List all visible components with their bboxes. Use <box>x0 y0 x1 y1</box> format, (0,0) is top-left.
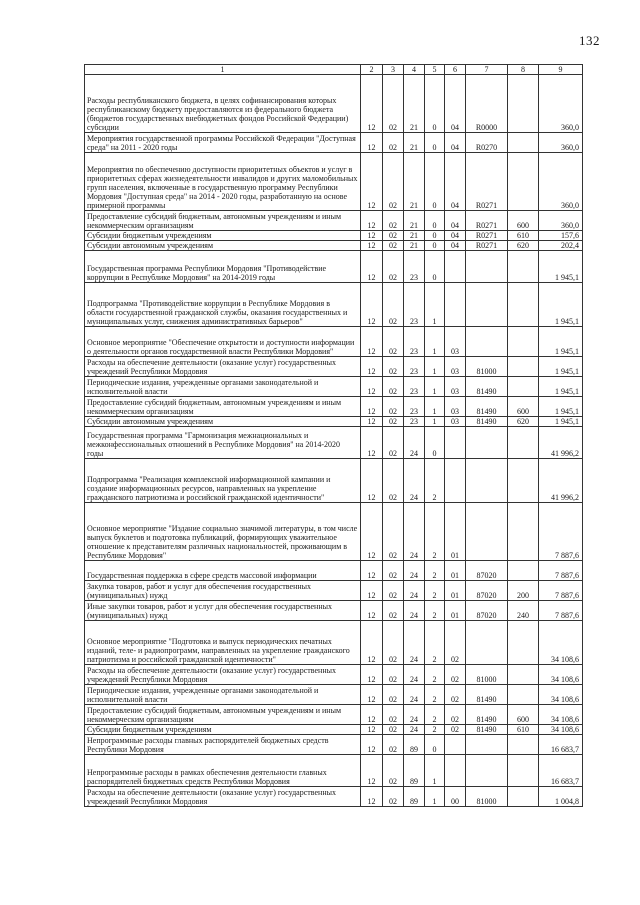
row-program: 89 <box>404 735 425 755</box>
row-amount: 34 108,6 <box>539 665 583 685</box>
table-row <box>85 427 583 459</box>
row-event <box>445 755 466 787</box>
row-event: 01 <box>445 561 466 581</box>
row-program: 24 <box>404 503 425 561</box>
row-section: 12 <box>361 705 383 725</box>
row-target-code: 81490 <box>466 705 508 725</box>
row-subsection: 02 <box>383 241 404 251</box>
row-subprogram: 0 <box>425 133 445 153</box>
row-program: 24 <box>404 705 425 725</box>
row-name: Субсидии бюджетным учреждениям <box>85 231 361 241</box>
table-row <box>85 327 583 357</box>
row-target-code <box>466 427 508 459</box>
row-section: 12 <box>361 581 383 601</box>
row-target-code: R0270 <box>466 133 508 153</box>
row-target-code: 87020 <box>466 601 508 621</box>
row-target-code: R0271 <box>466 211 508 231</box>
row-amount: 34 108,6 <box>539 685 583 705</box>
row-event: 04 <box>445 211 466 231</box>
row-amount: 360,0 <box>539 153 583 211</box>
row-target-code <box>466 503 508 561</box>
row-subsection: 02 <box>383 251 404 283</box>
row-target-code <box>466 621 508 665</box>
row-expense-type <box>508 755 539 787</box>
row-section: 12 <box>361 561 383 581</box>
row-subsection: 02 <box>383 503 404 561</box>
row-target-code: R0271 <box>466 231 508 241</box>
row-program: 21 <box>404 231 425 241</box>
row-event: 00 <box>445 787 466 807</box>
table-row <box>85 685 583 705</box>
row-program: 21 <box>404 133 425 153</box>
row-target-code: 81000 <box>466 787 508 807</box>
row-name: Мероприятия государственной программы Российской Федерации "Доступная среда" на 2011 - 2020 годы <box>85 133 361 153</box>
page-number: 132 <box>579 33 600 48</box>
table-row <box>85 133 583 153</box>
row-target-code: 81490 <box>466 417 508 427</box>
row-amount: 41 996,2 <box>539 459 583 503</box>
row-expense-type <box>508 427 539 459</box>
row-event: 04 <box>445 133 466 153</box>
table-row <box>85 417 583 427</box>
row-program: 24 <box>404 581 425 601</box>
row-subprogram: 1 <box>425 377 445 397</box>
row-program: 89 <box>404 755 425 787</box>
row-subsection: 02 <box>383 417 404 427</box>
row-name: Субсидии автономным учреждениям <box>85 417 361 427</box>
col-header: 6 <box>445 65 466 75</box>
row-section: 12 <box>361 725 383 735</box>
row-amount: 34 108,6 <box>539 621 583 665</box>
row-event: 03 <box>445 377 466 397</box>
row-section: 12 <box>361 787 383 807</box>
row-amount: 7 887,6 <box>539 581 583 601</box>
row-section: 12 <box>361 283 383 327</box>
row-subsection: 02 <box>383 735 404 755</box>
row-amount: 1 945,1 <box>539 377 583 397</box>
row-expense-type <box>508 357 539 377</box>
row-name: Подпрограмма "Противодействие коррупции в Республике Мордовия в области государственной гражданской службы, оказания государственных и муниципальных услуг, снижения административных барьеров" <box>85 283 361 327</box>
col-header: 3 <box>383 65 404 75</box>
row-program: 24 <box>404 561 425 581</box>
row-target-code <box>466 755 508 787</box>
table-row <box>85 153 583 211</box>
row-subsection: 02 <box>383 377 404 397</box>
row-subprogram: 0 <box>425 735 445 755</box>
row-subprogram: 1 <box>425 283 445 327</box>
row-amount: 34 108,6 <box>539 725 583 735</box>
row-amount: 360,0 <box>539 211 583 231</box>
row-event: 02 <box>445 665 466 685</box>
table-row <box>85 665 583 685</box>
row-subsection: 02 <box>383 459 404 503</box>
row-amount: 7 887,6 <box>539 503 583 561</box>
row-subprogram: 1 <box>425 357 445 377</box>
row-section: 12 <box>361 327 383 357</box>
row-name: Подпрограмма "Реализация комплексной информационной кампании и создание информационных ресурсов, направленных на укрепление гражданского патриотизма и российской гражданской идентичности" <box>85 459 361 503</box>
row-expense-type: 610 <box>508 725 539 735</box>
row-subsection: 02 <box>383 705 404 725</box>
row-expense-type <box>508 621 539 665</box>
table-header-row <box>85 65 583 75</box>
row-target-code: 81000 <box>466 665 508 685</box>
row-program: 21 <box>404 153 425 211</box>
row-subsection: 02 <box>383 397 404 417</box>
row-target-code <box>466 735 508 755</box>
row-amount: 1 945,1 <box>539 251 583 283</box>
table-row <box>85 377 583 397</box>
col-header: 1 <box>85 65 361 75</box>
row-subprogram: 2 <box>425 503 445 561</box>
table-row <box>85 725 583 735</box>
row-expense-type: 600 <box>508 705 539 725</box>
row-subsection: 02 <box>383 621 404 665</box>
row-target-code: 81490 <box>466 685 508 705</box>
row-subprogram: 2 <box>425 665 445 685</box>
row-event: 04 <box>445 153 466 211</box>
row-expense-type <box>508 75 539 133</box>
row-event: 04 <box>445 241 466 251</box>
row-event <box>445 735 466 755</box>
row-target-code: R0271 <box>466 153 508 211</box>
row-program: 21 <box>404 75 425 133</box>
row-name: Расходы республиканского бюджета, в целях софинансирования которых республиканскому бюджету предоставляются из федерального бюджета (бюджетов государственных внебюджетных фондов Российской Федерации) субсидии <box>85 75 361 133</box>
row-program: 23 <box>404 377 425 397</box>
row-subprogram: 0 <box>425 211 445 231</box>
row-event <box>445 283 466 327</box>
row-amount: 157,6 <box>539 231 583 241</box>
row-name: Основное мероприятие "Подготовка и выпуск периодических печатных изданий, теле- и радиопрограмм, направленных на укрепление гражданского патриотизма и российской гражданской идентичности" <box>85 621 361 665</box>
row-program: 24 <box>404 665 425 685</box>
row-event <box>445 251 466 283</box>
row-event: 02 <box>445 621 466 665</box>
row-amount: 16 683,7 <box>539 735 583 755</box>
row-section: 12 <box>361 685 383 705</box>
row-event: 03 <box>445 397 466 417</box>
table-row <box>85 621 583 665</box>
table-row <box>85 459 583 503</box>
row-target-code: 81490 <box>466 377 508 397</box>
row-amount: 360,0 <box>539 75 583 133</box>
table-row <box>85 397 583 417</box>
row-subsection: 02 <box>383 787 404 807</box>
row-subsection: 02 <box>383 357 404 377</box>
row-name: Закупка товаров, работ и услуг для обеспечения государственных (муниципальных) нужд <box>85 581 361 601</box>
row-subsection: 02 <box>383 75 404 133</box>
row-program: 21 <box>404 241 425 251</box>
row-subsection: 02 <box>383 231 404 241</box>
row-subsection: 02 <box>383 327 404 357</box>
row-program: 24 <box>404 427 425 459</box>
row-amount: 1 945,1 <box>539 327 583 357</box>
row-expense-type <box>508 561 539 581</box>
budget-table <box>84 64 583 807</box>
row-subprogram: 2 <box>425 621 445 665</box>
row-program: 24 <box>404 601 425 621</box>
row-amount: 41 996,2 <box>539 427 583 459</box>
row-target-code <box>466 459 508 503</box>
row-event: 02 <box>445 685 466 705</box>
row-subprogram: 0 <box>425 231 445 241</box>
row-event: 03 <box>445 327 466 357</box>
table-row <box>85 735 583 755</box>
row-name: Субсидии бюджетным учреждениям <box>85 725 361 735</box>
row-section: 12 <box>361 251 383 283</box>
row-subprogram: 0 <box>425 75 445 133</box>
row-amount: 34 108,6 <box>539 705 583 725</box>
table-row <box>85 787 583 807</box>
table-row <box>85 705 583 725</box>
row-amount: 1 945,1 <box>539 283 583 327</box>
row-subprogram: 0 <box>425 427 445 459</box>
table-row <box>85 283 583 327</box>
table-body <box>85 75 583 807</box>
row-name: Расходы на обеспечение деятельности (оказание услуг) государственных учреждений Республики Мордовия <box>85 665 361 685</box>
row-subsection: 02 <box>383 601 404 621</box>
row-expense-type: 200 <box>508 581 539 601</box>
row-name: Расходы на обеспечение деятельности (оказание услуг) государственных учреждений Республики Мордовия <box>85 357 361 377</box>
row-name: Мероприятия по обеспечению доступности приоритетных объектов и услуг в приоритетных сферах жизнедеятельности инвалидов и других маломобильных групп населения, включенные в государственную программу Республики Мордовия "Доступная среда" на 2014 - 2020 годы, разработанную на основе примерной программы <box>85 153 361 211</box>
row-name: Расходы на обеспечение деятельности (оказание услуг) государственных учреждений Республики Мордовия <box>85 787 361 807</box>
row-name: Государственная поддержка в сфере средств массовой информации <box>85 561 361 581</box>
table-row <box>85 561 583 581</box>
row-name: Государственная программа "Гармонизация межнациональных и межконфессиональных отношений в Республике Мордовия" на 2014-2020 годы <box>85 427 361 459</box>
row-section: 12 <box>361 231 383 241</box>
table-row <box>85 241 583 251</box>
row-subprogram: 1 <box>425 417 445 427</box>
row-name: Предоставление субсидий бюджетным, автономным учреждениям и иным некоммерческим организациям <box>85 397 361 417</box>
row-section: 12 <box>361 735 383 755</box>
col-header: 8 <box>508 65 539 75</box>
row-program: 23 <box>404 357 425 377</box>
row-amount: 1 945,1 <box>539 357 583 377</box>
row-expense-type <box>508 133 539 153</box>
row-amount: 1 004,8 <box>539 787 583 807</box>
row-amount: 202,4 <box>539 241 583 251</box>
row-subprogram: 0 <box>425 153 445 211</box>
row-section: 12 <box>361 601 383 621</box>
row-target-code <box>466 283 508 327</box>
row-subsection: 02 <box>383 153 404 211</box>
row-expense-type <box>508 665 539 685</box>
row-expense-type <box>508 251 539 283</box>
row-expense-type: 620 <box>508 417 539 427</box>
row-subsection: 02 <box>383 725 404 735</box>
row-section: 12 <box>361 427 383 459</box>
row-event: 03 <box>445 417 466 427</box>
row-expense-type: 240 <box>508 601 539 621</box>
row-program: 89 <box>404 787 425 807</box>
row-target-code <box>466 327 508 357</box>
row-section: 12 <box>361 133 383 153</box>
row-name: Иные закупки товаров, работ и услуг для обеспечения государственных (муниципальных) нужд <box>85 601 361 621</box>
row-subprogram: 2 <box>425 705 445 725</box>
row-amount: 7 887,6 <box>539 561 583 581</box>
row-section: 12 <box>361 75 383 133</box>
row-event: 04 <box>445 75 466 133</box>
row-subprogram: 0 <box>425 241 445 251</box>
row-program: 24 <box>404 459 425 503</box>
row-subprogram: 0 <box>425 251 445 283</box>
row-subsection: 02 <box>383 211 404 231</box>
row-event: 01 <box>445 503 466 561</box>
row-section: 12 <box>361 241 383 251</box>
row-expense-type <box>508 377 539 397</box>
row-program: 24 <box>404 685 425 705</box>
col-header: 4 <box>404 65 425 75</box>
row-event: 01 <box>445 581 466 601</box>
row-amount: 1 945,1 <box>539 417 583 427</box>
table-row <box>85 231 583 241</box>
col-header: 9 <box>539 65 583 75</box>
row-amount: 16 683,7 <box>539 755 583 787</box>
row-name: Государственная программа Республики Мордовия "Противодействие коррупции в Республике Мордовия" на 2014-2019 годы <box>85 251 361 283</box>
row-subprogram: 2 <box>425 459 445 503</box>
row-section: 12 <box>361 417 383 427</box>
row-expense-type <box>508 685 539 705</box>
row-amount: 1 945,1 <box>539 397 583 417</box>
row-subprogram: 2 <box>425 581 445 601</box>
row-program: 23 <box>404 283 425 327</box>
row-target-code: 81490 <box>466 397 508 417</box>
row-event: 01 <box>445 601 466 621</box>
row-expense-type <box>508 503 539 561</box>
row-subsection: 02 <box>383 427 404 459</box>
row-program: 23 <box>404 251 425 283</box>
row-subprogram: 2 <box>425 601 445 621</box>
row-section: 12 <box>361 459 383 503</box>
row-program: 21 <box>404 211 425 231</box>
row-subsection: 02 <box>383 133 404 153</box>
row-program: 23 <box>404 397 425 417</box>
row-target-code: 87020 <box>466 561 508 581</box>
row-subprogram: 1 <box>425 787 445 807</box>
table-row <box>85 503 583 561</box>
row-target-code: R0000 <box>466 75 508 133</box>
row-name: Периодические издания, учрежденные органами законодательной и исполнительной власти <box>85 685 361 705</box>
row-program: 24 <box>404 621 425 665</box>
row-section: 12 <box>361 503 383 561</box>
row-program: 23 <box>404 417 425 427</box>
row-amount: 360,0 <box>539 133 583 153</box>
row-program: 24 <box>404 725 425 735</box>
row-subsection: 02 <box>383 581 404 601</box>
row-expense-type <box>508 283 539 327</box>
row-event: 04 <box>445 231 466 241</box>
row-section: 12 <box>361 377 383 397</box>
row-subsection: 02 <box>383 561 404 581</box>
row-section: 12 <box>361 153 383 211</box>
row-subprogram: 1 <box>425 755 445 787</box>
row-event: 03 <box>445 357 466 377</box>
row-expense-type <box>508 735 539 755</box>
row-event: 02 <box>445 725 466 735</box>
row-target-code: 81490 <box>466 725 508 735</box>
row-amount: 7 887,6 <box>539 601 583 621</box>
row-name: Непрограммные расходы в рамках обеспечения деятельности главных распорядителей бюджетных средств Республики Мордовия <box>85 755 361 787</box>
row-subprogram: 2 <box>425 561 445 581</box>
row-event <box>445 459 466 503</box>
col-header: 7 <box>466 65 508 75</box>
col-header: 5 <box>425 65 445 75</box>
table-row <box>85 755 583 787</box>
row-section: 12 <box>361 621 383 665</box>
table-row <box>85 75 583 133</box>
row-subprogram: 1 <box>425 327 445 357</box>
row-section: 12 <box>361 755 383 787</box>
row-expense-type <box>508 327 539 357</box>
row-name: Основное мероприятие "Издание социально значимой литературы, в том числе выпуск буклетов и подготовка публикаций, формирующих уважительное отношение к представителям различных национальностей, проживающим в Республике Мордовия" <box>85 503 361 561</box>
row-expense-type: 610 <box>508 231 539 241</box>
row-subsection: 02 <box>383 755 404 787</box>
row-program: 23 <box>404 327 425 357</box>
table-row <box>85 601 583 621</box>
row-section: 12 <box>361 357 383 377</box>
row-subsection: 02 <box>383 685 404 705</box>
row-expense-type <box>508 787 539 807</box>
row-section: 12 <box>361 665 383 685</box>
row-subsection: 02 <box>383 283 404 327</box>
row-subprogram: 1 <box>425 397 445 417</box>
row-name: Непрограммные расходы главных распорядителей бюджетных средств Республики Мордовия <box>85 735 361 755</box>
row-name: Основное мероприятие "Обеспечение открытости и доступности информации о деятельности органов государственной власти Республики Мордовия" <box>85 327 361 357</box>
row-target-code <box>466 251 508 283</box>
row-subsection: 02 <box>383 665 404 685</box>
row-event <box>445 427 466 459</box>
row-expense-type: 620 <box>508 241 539 251</box>
table-row <box>85 581 583 601</box>
row-name: Периодические издания, учрежденные органами законодательной и исполнительной власти <box>85 377 361 397</box>
row-name: Субсидии автономным учреждениям <box>85 241 361 251</box>
row-expense-type: 600 <box>508 397 539 417</box>
row-subprogram: 2 <box>425 725 445 735</box>
row-name: Предоставление субсидий бюджетным, автономным учреждениям и иным некоммерческим организациям <box>85 211 361 231</box>
col-header: 2 <box>361 65 383 75</box>
row-name: Предоставление субсидий бюджетным, автономным учреждениям и иным некоммерческим организациям <box>85 705 361 725</box>
table-row <box>85 357 583 377</box>
row-section: 12 <box>361 211 383 231</box>
row-subprogram: 2 <box>425 685 445 705</box>
row-expense-type <box>508 153 539 211</box>
row-target-code: 81000 <box>466 357 508 377</box>
row-section: 12 <box>361 397 383 417</box>
row-target-code: R0271 <box>466 241 508 251</box>
row-event: 02 <box>445 705 466 725</box>
row-expense-type <box>508 459 539 503</box>
row-expense-type: 600 <box>508 211 539 231</box>
row-target-code: 87020 <box>466 581 508 601</box>
table-row <box>85 211 583 231</box>
table-row <box>85 251 583 283</box>
